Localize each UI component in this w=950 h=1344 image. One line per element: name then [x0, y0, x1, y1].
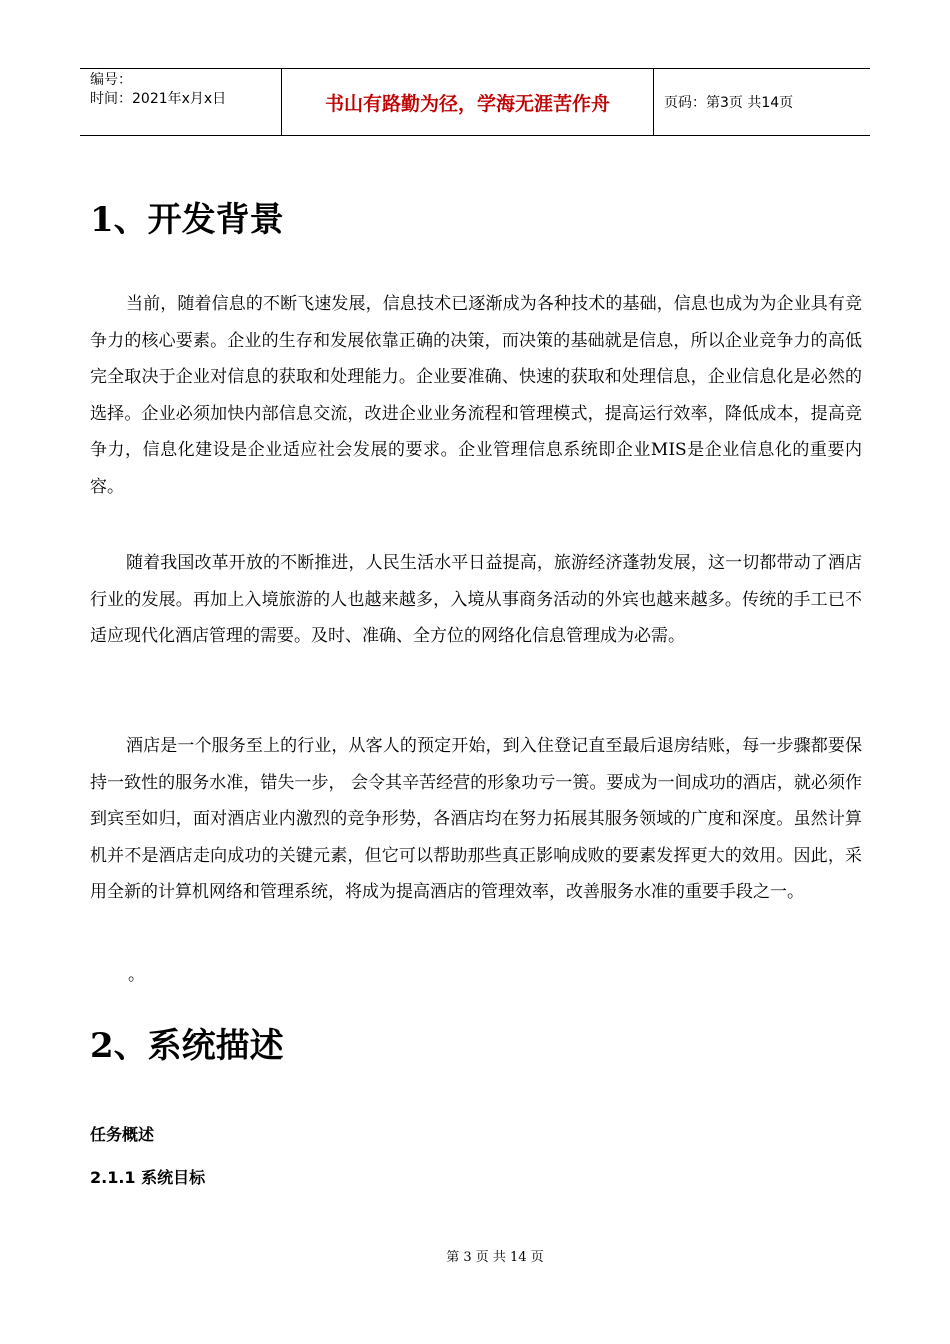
header-page-label: 页码：第3页 共14页 [664, 95, 794, 111]
time-label: 时间：2021年x月x日 [90, 91, 227, 107]
paragraph-1: 当前，随着信息的不断飞速发展，信息技术已逐渐成为各种技术的基础，信息也成为为企业具有竞争力的核心要素。企业的生存和发展依靠正确的决策，而决策的基础就是信息，所以企业竞争力的高低完全取决于企业对信息的获取和处理能力。企业要准确、快速的获取和处理信息，企业信息化是必然的选择。企业必须加快内部信息交流，改进企业业务流程和管理模式，提高运行效率，降低成本，提高竞争力，信息化建设是企业适应社会发展的要求。企业管理信息系统即企业MIS是企业信息化的重要内容。 [90, 294, 862, 497]
paragraph-3: 酒店是一个服务至上的行业，从客人的预定开始，到入住登记直至最后退房结账，每一步骤都要保持一致性的服务水准，错失一步， 会令其辛苦经营的形象功亏一篑。要成为一间成功的酒店，就必须作到宾至如归，面对酒店业内激烈的竞争形势，各酒店均在努力拓展其服务领域的广度和深度。虽然计算机并不是酒店走向成功的关键元素，但它可以帮助那些真正影响成败的要素发挥更大的效用。因此，采用全新的计算机网络和管理系统，将成为提高酒店的管理效率，改善服务水准的重要手段之一。 [90, 736, 862, 902]
subheading-system-goal: 2.1.1 系统目标 [90, 1168, 206, 1187]
page-footer: 第 3 页 共 14 页 [446, 1250, 544, 1265]
section-heading-1: 1、开发背景 [90, 200, 284, 240]
page-header-table [80, 68, 870, 136]
subheading-task-overview: 任务概述 [90, 1125, 155, 1144]
header-motto: 书山有路勤为径，学海无涯苦作舟 [282, 69, 654, 135]
section-heading-2: 2、系统描述 [90, 1026, 284, 1066]
paragraph-2: 随着我国改革开放的不断推进，人民生活水平日益提高，旅游经济蓬勃发展，这一切都带动了酒店行业的发展。再加上入境旅游的人也越来越多，入境从事商务活动的外宾也越来越多。传统的手工已不适应现代化酒店管理的需要。及时、准确、全方位的网络化信息管理成为必需。 [90, 553, 862, 646]
header-meta [80, 69, 282, 135]
number-label: 编号： [90, 72, 132, 88]
trailing-mark: 。 [128, 965, 145, 985]
